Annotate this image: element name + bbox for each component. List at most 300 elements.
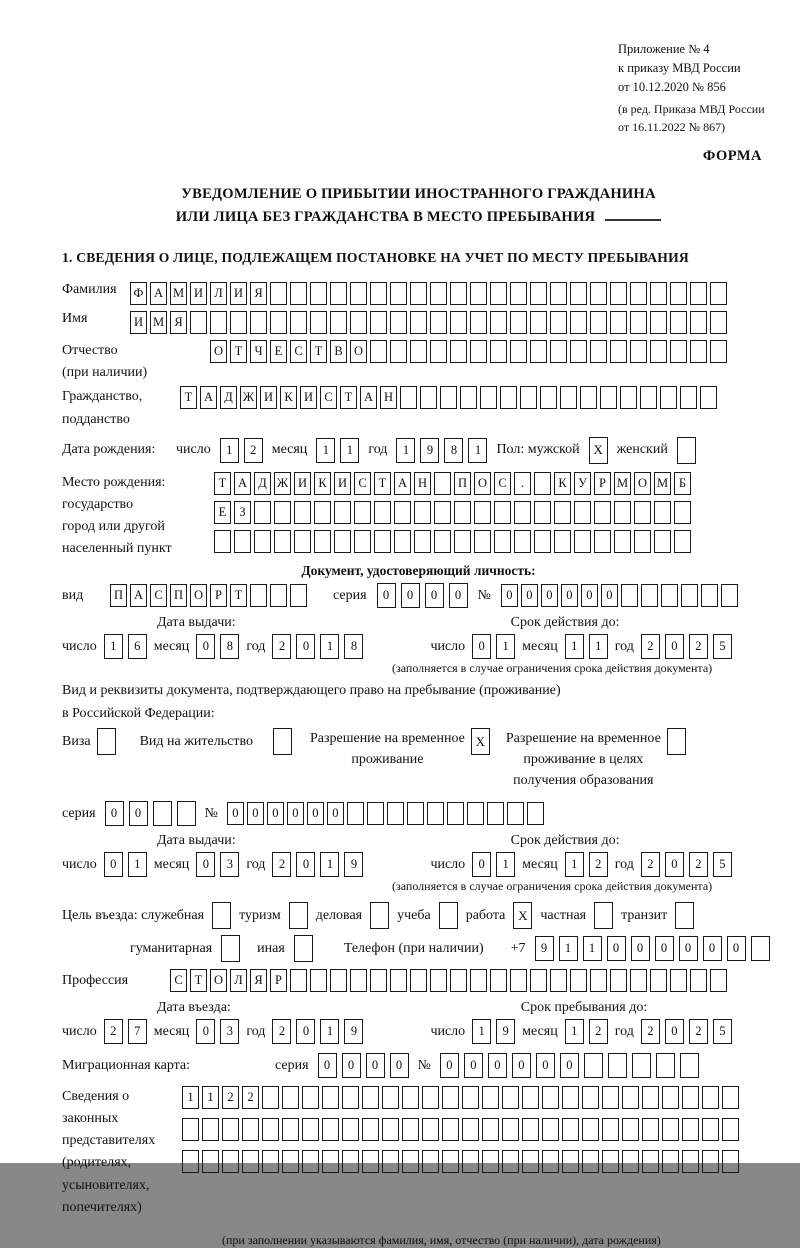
char-cell[interactable]: [580, 386, 597, 409]
char-cell[interactable]: [622, 1086, 639, 1109]
char-cell[interactable]: 0: [327, 802, 344, 825]
char-cell[interactable]: [350, 282, 367, 305]
char-cell[interactable]: [250, 584, 267, 607]
char-cell[interactable]: [642, 1150, 659, 1173]
char-cell[interactable]: Р: [270, 969, 287, 992]
char-cell[interactable]: [660, 386, 677, 409]
char-cell[interactable]: [530, 311, 547, 334]
char-cell[interactable]: [480, 386, 497, 409]
char-cell[interactable]: [702, 1118, 719, 1141]
char-cell[interactable]: О: [210, 969, 227, 992]
char-cell[interactable]: [350, 969, 367, 992]
char-cell[interactable]: Д: [220, 386, 237, 409]
char-cell[interactable]: Т: [340, 386, 357, 409]
char-cell[interactable]: [153, 801, 172, 826]
char-cell[interactable]: 2: [689, 852, 708, 877]
char-cell[interactable]: X: [471, 728, 490, 755]
char-cell[interactable]: [641, 584, 658, 607]
char-cell[interactable]: [594, 501, 611, 524]
char-cell[interactable]: 0: [601, 584, 618, 607]
char-cell[interactable]: П: [170, 584, 187, 607]
char-cell[interactable]: 0: [561, 584, 578, 607]
char-cell[interactable]: Т: [214, 472, 231, 495]
char-cell[interactable]: [570, 282, 587, 305]
char-cell[interactable]: [454, 530, 471, 553]
char-cell[interactable]: [675, 902, 694, 929]
char-cell[interactable]: Ж: [240, 386, 257, 409]
char-cell[interactable]: [642, 1118, 659, 1141]
char-cell[interactable]: [710, 311, 727, 334]
char-cell[interactable]: 0: [318, 1053, 337, 1078]
char-cell[interactable]: [470, 311, 487, 334]
char-cell[interactable]: [608, 1053, 627, 1078]
char-cell[interactable]: 0: [536, 1053, 555, 1078]
char-cell[interactable]: И: [260, 386, 277, 409]
char-cell[interactable]: [722, 1150, 739, 1173]
char-cell[interactable]: [462, 1118, 479, 1141]
char-cell[interactable]: С: [150, 584, 167, 607]
char-cell[interactable]: [434, 472, 451, 495]
char-cell[interactable]: 0: [104, 852, 123, 877]
char-cell[interactable]: А: [360, 386, 377, 409]
char-cell[interactable]: [494, 530, 511, 553]
char-cell[interactable]: 1: [496, 634, 515, 659]
char-cell[interactable]: [510, 311, 527, 334]
char-cell[interactable]: [442, 1118, 459, 1141]
char-cell[interactable]: Ж: [274, 472, 291, 495]
char-cell[interactable]: М: [614, 472, 631, 495]
char-cell[interactable]: [370, 282, 387, 305]
char-cell[interactable]: 1: [565, 634, 584, 659]
char-cell[interactable]: [550, 311, 567, 334]
char-cell[interactable]: [682, 1150, 699, 1173]
char-cell[interactable]: 8: [344, 634, 363, 659]
char-cell[interactable]: [582, 1150, 599, 1173]
char-cell[interactable]: [474, 530, 491, 553]
char-cell[interactable]: [407, 802, 424, 825]
char-cell[interactable]: И: [294, 472, 311, 495]
char-cell[interactable]: 5: [713, 1019, 732, 1044]
char-cell[interactable]: [640, 386, 657, 409]
char-cell[interactable]: А: [234, 472, 251, 495]
char-cell[interactable]: [494, 501, 511, 524]
char-cell[interactable]: [470, 282, 487, 305]
char-cell[interactable]: [202, 1150, 219, 1173]
char-cell[interactable]: 9: [344, 1019, 363, 1044]
char-cell[interactable]: [500, 386, 517, 409]
char-cell[interactable]: [530, 282, 547, 305]
char-cell[interactable]: К: [314, 472, 331, 495]
char-cell[interactable]: [410, 340, 427, 363]
char-cell[interactable]: [470, 340, 487, 363]
char-cell[interactable]: Я: [170, 311, 187, 334]
char-cell[interactable]: 2: [272, 852, 291, 877]
char-cell[interactable]: [540, 386, 557, 409]
char-cell[interactable]: 1: [128, 852, 147, 877]
char-cell[interactable]: [642, 1086, 659, 1109]
char-cell[interactable]: [450, 311, 467, 334]
char-cell[interactable]: X: [513, 902, 532, 929]
char-cell[interactable]: [630, 282, 647, 305]
char-cell[interactable]: 1: [340, 438, 359, 463]
char-cell[interactable]: [290, 969, 307, 992]
char-cell[interactable]: 0: [665, 1019, 684, 1044]
char-cell[interactable]: 0: [727, 936, 746, 961]
char-cell[interactable]: [582, 1118, 599, 1141]
char-cell[interactable]: 2: [104, 1019, 123, 1044]
char-cell[interactable]: [314, 530, 331, 553]
char-cell[interactable]: И: [190, 282, 207, 305]
char-cell[interactable]: [690, 969, 707, 992]
char-cell[interactable]: [394, 530, 411, 553]
char-cell[interactable]: [574, 501, 591, 524]
char-cell[interactable]: [254, 501, 271, 524]
char-cell[interactable]: 2: [641, 634, 660, 659]
char-cell[interactable]: [520, 386, 537, 409]
char-cell[interactable]: [430, 311, 447, 334]
char-cell[interactable]: [427, 802, 444, 825]
char-cell[interactable]: [390, 282, 407, 305]
char-cell[interactable]: [654, 501, 671, 524]
char-cell[interactable]: [254, 530, 271, 553]
char-cell[interactable]: [490, 311, 507, 334]
char-cell[interactable]: [554, 530, 571, 553]
char-cell[interactable]: 2: [242, 1086, 259, 1109]
char-cell[interactable]: М: [150, 311, 167, 334]
char-cell[interactable]: [374, 530, 391, 553]
char-cell[interactable]: [680, 386, 697, 409]
char-cell[interactable]: Т: [310, 340, 327, 363]
char-cell[interactable]: [370, 969, 387, 992]
char-cell[interactable]: 0: [665, 852, 684, 877]
char-cell[interactable]: [534, 472, 551, 495]
char-cell[interactable]: 8: [220, 634, 239, 659]
char-cell[interactable]: 0: [366, 1053, 385, 1078]
char-cell[interactable]: [414, 501, 431, 524]
char-cell[interactable]: [474, 501, 491, 524]
char-cell[interactable]: [490, 969, 507, 992]
char-cell[interactable]: [400, 386, 417, 409]
char-cell[interactable]: 0: [267, 802, 284, 825]
char-cell[interactable]: 7: [128, 1019, 147, 1044]
char-cell[interactable]: О: [474, 472, 491, 495]
char-cell[interactable]: М: [170, 282, 187, 305]
char-cell[interactable]: 0: [464, 1053, 483, 1078]
char-cell[interactable]: [374, 501, 391, 524]
char-cell[interactable]: [177, 801, 196, 826]
char-cell[interactable]: [490, 282, 507, 305]
char-cell[interactable]: Д: [254, 472, 271, 495]
char-cell[interactable]: 0: [425, 583, 444, 608]
char-cell[interactable]: [667, 728, 686, 755]
char-cell[interactable]: 0: [472, 634, 491, 659]
char-cell[interactable]: [362, 1150, 379, 1173]
char-cell[interactable]: [334, 501, 351, 524]
char-cell[interactable]: [482, 1150, 499, 1173]
char-cell[interactable]: [682, 1086, 699, 1109]
char-cell[interactable]: [632, 1053, 651, 1078]
char-cell[interactable]: 0: [560, 1053, 579, 1078]
char-cell[interactable]: [530, 969, 547, 992]
char-cell[interactable]: 1: [565, 1019, 584, 1044]
char-cell[interactable]: 9: [496, 1019, 515, 1044]
char-cell[interactable]: [610, 311, 627, 334]
char-cell[interactable]: 2: [689, 634, 708, 659]
char-cell[interactable]: [690, 282, 707, 305]
char-cell[interactable]: П: [110, 584, 127, 607]
char-cell[interactable]: [490, 340, 507, 363]
char-cell[interactable]: [534, 501, 551, 524]
char-cell[interactable]: С: [170, 969, 187, 992]
char-cell[interactable]: [370, 340, 387, 363]
char-cell[interactable]: 9: [535, 936, 554, 961]
char-cell[interactable]: [460, 386, 477, 409]
char-cell[interactable]: [510, 282, 527, 305]
char-cell[interactable]: 0: [401, 583, 420, 608]
char-cell[interactable]: [584, 1053, 603, 1078]
char-cell[interactable]: 2: [641, 1019, 660, 1044]
char-cell[interactable]: [367, 802, 384, 825]
char-cell[interactable]: [290, 282, 307, 305]
char-cell[interactable]: С: [494, 472, 511, 495]
char-cell[interactable]: 0: [581, 584, 598, 607]
char-cell[interactable]: [677, 437, 696, 464]
char-cell[interactable]: [382, 1086, 399, 1109]
char-cell[interactable]: 1: [202, 1086, 219, 1109]
char-cell[interactable]: 0: [488, 1053, 507, 1078]
char-cell[interactable]: [390, 311, 407, 334]
char-cell[interactable]: [390, 969, 407, 992]
char-cell[interactable]: 0: [631, 936, 650, 961]
char-cell[interactable]: 0: [449, 583, 468, 608]
char-cell[interactable]: [710, 969, 727, 992]
char-cell[interactable]: [450, 282, 467, 305]
char-cell[interactable]: [530, 340, 547, 363]
char-cell[interactable]: З: [234, 501, 251, 524]
char-cell[interactable]: [527, 802, 544, 825]
char-cell[interactable]: 1: [320, 634, 339, 659]
char-cell[interactable]: 0: [607, 936, 626, 961]
char-cell[interactable]: [594, 530, 611, 553]
char-cell[interactable]: А: [150, 282, 167, 305]
char-cell[interactable]: 0: [287, 802, 304, 825]
char-cell[interactable]: .: [514, 472, 531, 495]
char-cell[interactable]: [354, 530, 371, 553]
char-cell[interactable]: [282, 1150, 299, 1173]
char-cell[interactable]: 0: [472, 852, 491, 877]
char-cell[interactable]: 0: [703, 936, 722, 961]
char-cell[interactable]: [342, 1118, 359, 1141]
char-cell[interactable]: [502, 1150, 519, 1173]
char-cell[interactable]: [702, 1086, 719, 1109]
char-cell[interactable]: М: [654, 472, 671, 495]
char-cell[interactable]: 1: [583, 936, 602, 961]
char-cell[interactable]: [414, 530, 431, 553]
char-cell[interactable]: [670, 311, 687, 334]
char-cell[interactable]: [350, 311, 367, 334]
char-cell[interactable]: [610, 340, 627, 363]
char-cell[interactable]: Т: [230, 340, 247, 363]
char-cell[interactable]: [273, 728, 292, 755]
char-cell[interactable]: [622, 1150, 639, 1173]
char-cell[interactable]: [262, 1150, 279, 1173]
char-cell[interactable]: [522, 1118, 539, 1141]
char-cell[interactable]: [202, 1118, 219, 1141]
char-cell[interactable]: [502, 1086, 519, 1109]
char-cell[interactable]: 0: [390, 1053, 409, 1078]
char-cell[interactable]: [570, 340, 587, 363]
char-cell[interactable]: [310, 282, 327, 305]
char-cell[interactable]: [342, 1086, 359, 1109]
char-cell[interactable]: [182, 1150, 199, 1173]
char-cell[interactable]: [330, 969, 347, 992]
char-cell[interactable]: [560, 386, 577, 409]
char-cell[interactable]: [550, 969, 567, 992]
char-cell[interactable]: 2: [589, 1019, 608, 1044]
char-cell[interactable]: [450, 340, 467, 363]
char-cell[interactable]: [634, 501, 651, 524]
char-cell[interactable]: 5: [713, 634, 732, 659]
char-cell[interactable]: [690, 311, 707, 334]
char-cell[interactable]: [450, 969, 467, 992]
char-cell[interactable]: К: [280, 386, 297, 409]
char-cell[interactable]: Л: [210, 282, 227, 305]
char-cell[interactable]: [542, 1086, 559, 1109]
char-cell[interactable]: [507, 802, 524, 825]
char-cell[interactable]: Т: [374, 472, 391, 495]
char-cell[interactable]: [439, 902, 458, 929]
char-cell[interactable]: [602, 1086, 619, 1109]
char-cell[interactable]: 3: [220, 852, 239, 877]
char-cell[interactable]: [662, 1086, 679, 1109]
char-cell[interactable]: О: [350, 340, 367, 363]
char-cell[interactable]: [600, 386, 617, 409]
char-cell[interactable]: [661, 584, 678, 607]
char-cell[interactable]: [634, 530, 651, 553]
char-cell[interactable]: [562, 1118, 579, 1141]
char-cell[interactable]: И: [230, 282, 247, 305]
char-cell[interactable]: 2: [272, 634, 291, 659]
char-cell[interactable]: [462, 1150, 479, 1173]
char-cell[interactable]: [721, 584, 738, 607]
char-cell[interactable]: [602, 1150, 619, 1173]
char-cell[interactable]: [282, 1086, 299, 1109]
char-cell[interactable]: [410, 969, 427, 992]
char-cell[interactable]: [590, 311, 607, 334]
char-cell[interactable]: [322, 1150, 339, 1173]
char-cell[interactable]: 5: [713, 852, 732, 877]
char-cell[interactable]: 1: [316, 438, 335, 463]
char-cell[interactable]: [590, 282, 607, 305]
char-cell[interactable]: Е: [214, 501, 231, 524]
char-cell[interactable]: [212, 902, 231, 929]
char-cell[interactable]: 0: [342, 1053, 361, 1078]
char-cell[interactable]: [590, 969, 607, 992]
char-cell[interactable]: [354, 501, 371, 524]
char-cell[interactable]: [487, 802, 504, 825]
char-cell[interactable]: С: [320, 386, 337, 409]
char-cell[interactable]: [674, 501, 691, 524]
char-cell[interactable]: 1: [472, 1019, 491, 1044]
char-cell[interactable]: А: [200, 386, 217, 409]
char-cell[interactable]: 1: [468, 438, 487, 463]
char-cell[interactable]: И: [130, 311, 147, 334]
char-cell[interactable]: [462, 1086, 479, 1109]
char-cell[interactable]: А: [130, 584, 147, 607]
char-cell[interactable]: И: [334, 472, 351, 495]
char-cell[interactable]: 0: [440, 1053, 459, 1078]
char-cell[interactable]: [442, 1086, 459, 1109]
char-cell[interactable]: [710, 282, 727, 305]
char-cell[interactable]: 0: [541, 584, 558, 607]
char-cell[interactable]: [382, 1150, 399, 1173]
char-cell[interactable]: [330, 282, 347, 305]
char-cell[interactable]: Т: [190, 969, 207, 992]
char-cell[interactable]: [554, 501, 571, 524]
char-cell[interactable]: [222, 1118, 239, 1141]
char-cell[interactable]: [370, 311, 387, 334]
char-cell[interactable]: 6: [128, 634, 147, 659]
char-cell[interactable]: [550, 340, 567, 363]
char-cell[interactable]: [701, 584, 718, 607]
char-cell[interactable]: Т: [230, 584, 247, 607]
char-cell[interactable]: 0: [296, 634, 315, 659]
char-cell[interactable]: [534, 530, 551, 553]
char-cell[interactable]: [234, 530, 251, 553]
char-cell[interactable]: [722, 1086, 739, 1109]
char-cell[interactable]: [680, 1053, 699, 1078]
char-cell[interactable]: Л: [230, 969, 247, 992]
char-cell[interactable]: [422, 1150, 439, 1173]
char-cell[interactable]: [302, 1086, 319, 1109]
char-cell[interactable]: [670, 969, 687, 992]
char-cell[interactable]: [430, 969, 447, 992]
char-cell[interactable]: X: [589, 437, 608, 464]
char-cell[interactable]: 1: [220, 438, 239, 463]
char-cell[interactable]: [514, 501, 531, 524]
char-cell[interactable]: [294, 935, 313, 962]
char-cell[interactable]: [562, 1086, 579, 1109]
char-cell[interactable]: 0: [196, 852, 215, 877]
char-cell[interactable]: [230, 311, 247, 334]
char-cell[interactable]: [342, 1150, 359, 1173]
char-cell[interactable]: [650, 969, 667, 992]
char-cell[interactable]: О: [634, 472, 651, 495]
char-cell[interactable]: У: [574, 472, 591, 495]
char-cell[interactable]: 1: [396, 438, 415, 463]
char-cell[interactable]: Н: [380, 386, 397, 409]
char-cell[interactable]: [620, 386, 637, 409]
char-cell[interactable]: 0: [377, 583, 396, 608]
char-cell[interactable]: 0: [105, 801, 124, 826]
char-cell[interactable]: 2: [244, 438, 263, 463]
char-cell[interactable]: Б: [674, 472, 691, 495]
char-cell[interactable]: [630, 969, 647, 992]
char-cell[interactable]: 0: [227, 802, 244, 825]
char-cell[interactable]: [334, 530, 351, 553]
char-cell[interactable]: [650, 282, 667, 305]
char-cell[interactable]: 0: [296, 1019, 315, 1044]
char-cell[interactable]: 0: [307, 802, 324, 825]
char-cell[interactable]: Я: [250, 969, 267, 992]
char-cell[interactable]: 0: [665, 634, 684, 659]
char-cell[interactable]: 0: [521, 584, 538, 607]
char-cell[interactable]: 0: [129, 801, 148, 826]
char-cell[interactable]: [430, 282, 447, 305]
char-cell[interactable]: Я: [250, 282, 267, 305]
char-cell[interactable]: [387, 802, 404, 825]
char-cell[interactable]: О: [190, 584, 207, 607]
